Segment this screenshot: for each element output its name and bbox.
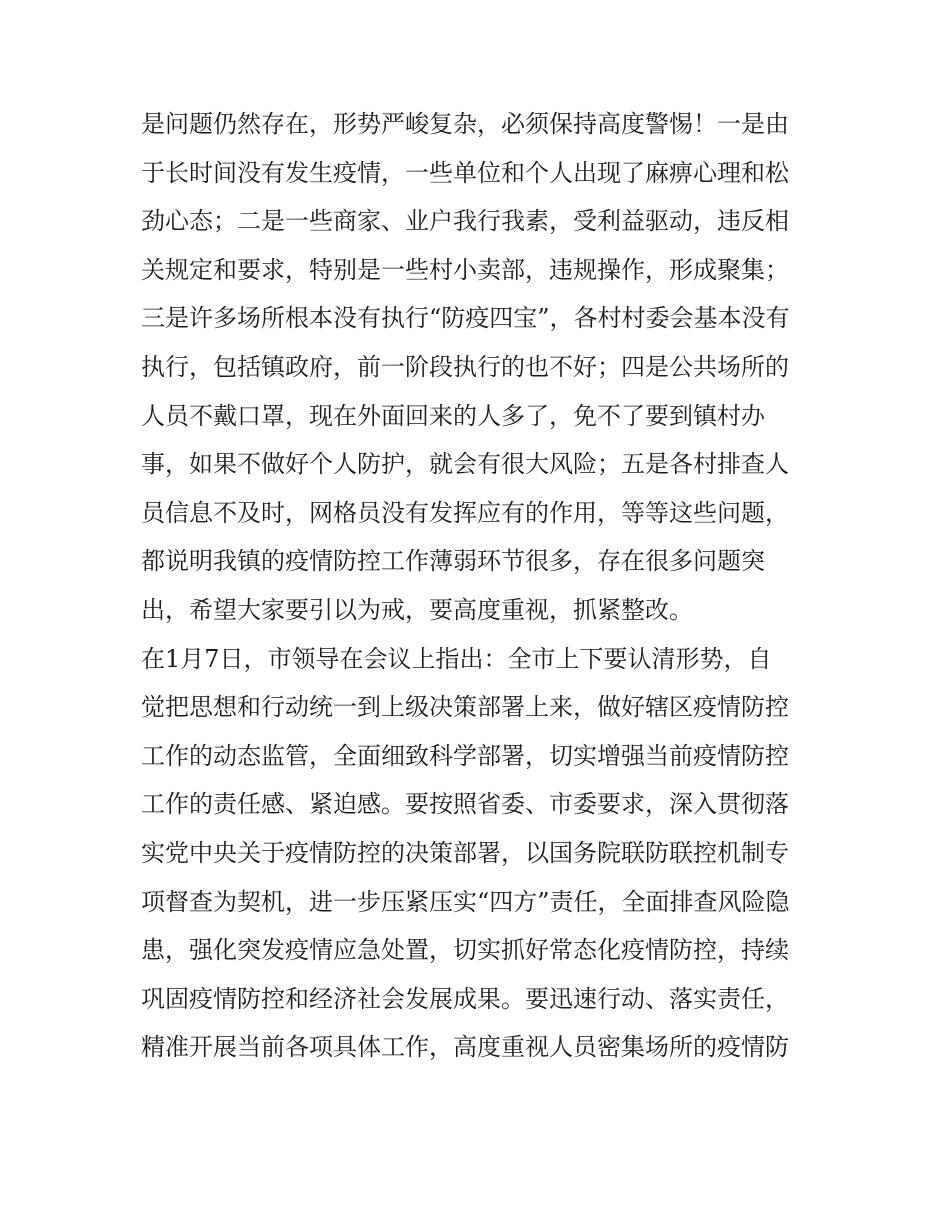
text-line: 实党中央关于疫情防控的决策部署，以国务院联防联控机制专 (141, 838, 789, 867)
text-line: 事，如果不做好个人防护，就会有很大风险；五是各村排查人 (141, 450, 789, 479)
text-line: 执行，包括镇政府，前一阶段执行的也不好；四是公共场所的 (141, 352, 789, 381)
text-line: 于长时间没有发生疫情，一些单位和个人出现了麻痹心理和松 (141, 158, 789, 187)
text-line: 员信息不及时，网格员没有发挥应有的作用，等等这些问题， (141, 498, 789, 527)
text-line: 都说明我镇的疫情防控工作薄弱环节很多，存在很多问题突 (141, 547, 765, 576)
text-line: 精准开展当前各项具体工作，高度重视人员密集场所的疫情防 (141, 1033, 789, 1062)
text-line: 工作的责任感、紧迫感。要按照省委、市委要求，深入贯彻落 (141, 790, 789, 819)
text-line: 出，希望大家要引以为戒，要高度重视，抓紧整改。 (141, 595, 693, 624)
text-line: 人员不戴口罩，现在外面回来的人多了，免不了要到镇村办 (141, 401, 765, 430)
text-line: 三是许多场所根本没有执行“防疫四宝”，各村村委会基本没有 (141, 304, 790, 333)
text-line: 工作的动态监管，全面细致科学部署，切实增强当前疫情防控 (141, 741, 789, 770)
text-line: 劲心态；二是一些商家、业户我行我素，受利益驱动，违反相 (141, 207, 789, 236)
text-line: 患，强化突发疫情应急处置，切实抓好常态化疫情防控，持续 (141, 936, 789, 965)
text-line: 在1月7日，市领导在会议上指出：全市上下要认清形势，自 (141, 644, 772, 673)
text-line: 关规定和要求，特别是一些村小卖部，违规操作，形成聚集； (141, 255, 789, 284)
body-text (141, 100, 821, 1072)
text-line: 项督查为契机，进一步压紧压实“四方”责任，全面排查风险隐 (141, 887, 790, 916)
text-line: 觉把思想和行动统一到上级决策部署上来，做好辖区疫情防控 (141, 693, 789, 722)
text-line: 是问题仍然存在，形势严峻复杂，必须保持高度警惕！一是由 (141, 110, 789, 138)
text-line: 巩固疫情防控和经济社会发展成果。要迅速行动、落实责任， (141, 984, 789, 1013)
